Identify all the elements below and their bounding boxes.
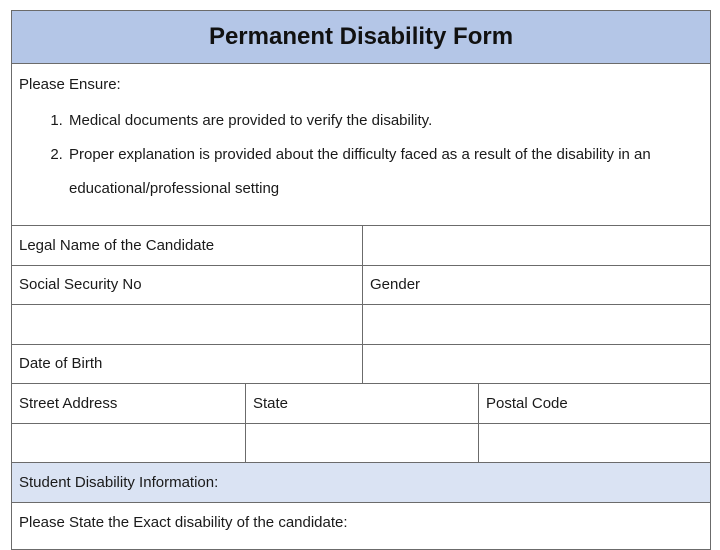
street-label: Street Address [19, 394, 118, 412]
state-field[interactable] [245, 424, 478, 463]
dob-label: Date of Birth [19, 355, 103, 373]
row-ssn-gender-values [12, 305, 710, 345]
row-dob [12, 345, 710, 385]
row-disability [12, 503, 710, 543]
instructions-heading: Please Ensure: [19, 76, 121, 93]
gender-label: Gender [362, 266, 710, 305]
row-ssn-gender [12, 266, 710, 306]
form-frame [11, 10, 711, 550]
instruction-item: 2. Proper explanation is provided about the difficulty faced as a result of the disability in an educational/professional setting [67, 138, 710, 206]
row-address-labels [12, 384, 710, 424]
postal-field[interactable] [478, 424, 710, 463]
street-field[interactable] [12, 424, 245, 463]
legal-name-label: Legal Name of the Candidate [19, 236, 215, 254]
ssn-field[interactable] [12, 305, 362, 344]
row-legal-name [12, 226, 710, 266]
ssn-label: Social Security No [19, 276, 142, 294]
section-heading: Student Disability Information: [19, 473, 219, 491]
instruction-item: 1. Medical documents are provided to verify the disability. [67, 104, 710, 138]
legal-name-field[interactable] [362, 226, 710, 265]
gender-field[interactable] [362, 305, 710, 344]
section-header [12, 463, 710, 503]
postal-label: Postal Code [478, 384, 710, 423]
dob-field[interactable] [362, 345, 710, 384]
instructions [12, 64, 710, 226]
instructions-list [12, 104, 710, 206]
state-label: State [245, 384, 478, 423]
disability-question: Please State the Exact disability of the candidate: [19, 513, 348, 531]
row-address-values [12, 424, 710, 464]
form-title: Permanent Disability Form [12, 11, 710, 64]
